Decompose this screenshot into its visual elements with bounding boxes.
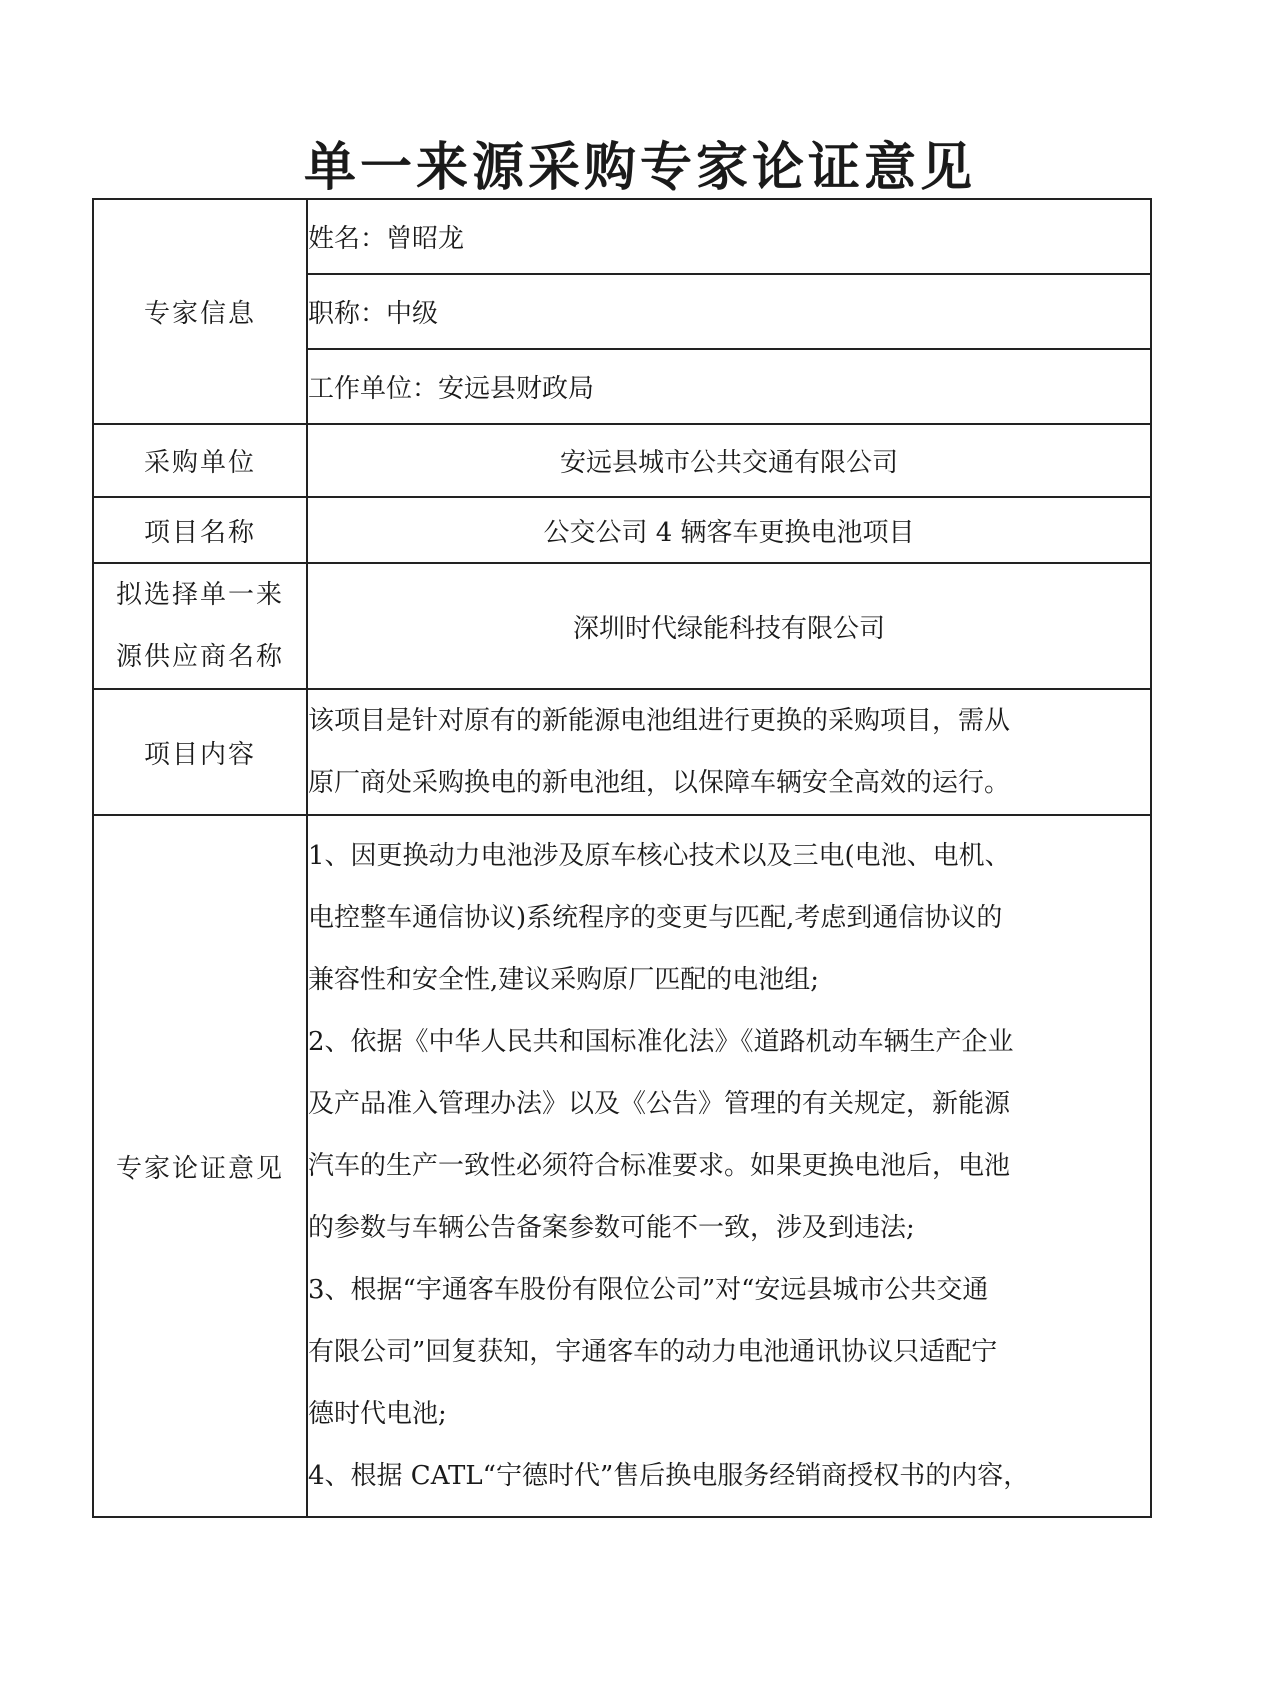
label-supplier-line-1: 拟选择单一来 — [115, 580, 284, 610]
expert-name: 姓名：曾昭龙 — [308, 224, 465, 254]
project-name-value: 公交公司 4 辆客车更换电池项目 — [543, 517, 915, 548]
supplier-cell — [307, 563, 1151, 689]
expert-name-cell — [307, 199, 1151, 274]
label-expert-info — [93, 199, 307, 424]
opinion-line: 汽车的生产一致性必须符合标准要求。如果更换电池后，电池 — [308, 1151, 1011, 1181]
opinion-line: 兼容性和安全性,建议采购原厂匹配的电池组; — [308, 965, 820, 995]
label-project-name — [93, 497, 307, 563]
expert-rank-cell — [307, 274, 1151, 349]
opinion-line: 3、根据“宇通客车股份有限位公司”对“安远县城市公共交通 — [308, 1275, 989, 1305]
supplier-value: 深圳时代绿能科技有限公司 — [572, 613, 885, 644]
opinion-line: 及产品准入管理办法》以及《公告》管理的有关规定，新能源 — [308, 1089, 1011, 1119]
opinion-line: 的参数与车辆公告备案参数可能不一致，涉及到违法; — [308, 1213, 915, 1243]
label-expert-opinion — [93, 815, 307, 1517]
row-expert-name — [93, 199, 1151, 274]
expert-unit-cell — [307, 349, 1151, 424]
label-expert-info-text: 专家信息 — [143, 299, 256, 329]
label-purchaser-text: 采购单位 — [143, 448, 256, 478]
row-project-name — [93, 497, 1151, 563]
label-supplier-line-2: 源供应商名称 — [115, 642, 284, 672]
row-purchaser — [93, 424, 1151, 497]
label-project-content-text: 项目内容 — [143, 739, 256, 770]
label-project-content — [93, 689, 307, 815]
expert-unit: 工作单位：安远县财政局 — [308, 374, 595, 404]
expert-rank: 职称：中级 — [308, 299, 439, 329]
row-expert-opinion — [93, 815, 1151, 1517]
label-purchaser — [93, 424, 307, 497]
document-title: 单一来源采购专家论证意见 — [303, 138, 976, 198]
opinion-line: 2、依据《中华人民共和国标准化法》《道路机动车辆生产企业 — [308, 1027, 1014, 1057]
expert-opinion-form — [92, 198, 1152, 1518]
purchaser-value: 安远县城市公共交通有限公司 — [559, 448, 898, 478]
project-content-line: 该项目是针对原有的新能源电池组进行更换的采购项目，需从 — [308, 706, 1011, 736]
label-expert-opinion-text: 专家论证意见 — [115, 1153, 284, 1184]
opinion-line: 电控整车通信协议)系统程序的变更与匹配,考虑到通信协议的 — [308, 903, 1003, 933]
row-project-content — [93, 689, 1151, 815]
opinion-line: 4、根据 CATL“宁德时代”售后换电服务经销商授权书的内容， — [308, 1461, 1030, 1491]
purchaser-cell — [307, 424, 1151, 497]
row-supplier — [93, 563, 1151, 689]
project-name-cell — [307, 497, 1151, 563]
project-content-cell — [307, 689, 1151, 815]
expert-opinion-cell — [307, 815, 1151, 1517]
opinion-line: 德时代电池; — [308, 1399, 447, 1429]
opinion-line: 有限公司”回复获知，宇通客车的动力电池通讯协议只适配宁 — [308, 1337, 998, 1367]
project-content-line: 原厂商处采购换电的新电池组，以保障车辆安全高效的运行。 — [308, 768, 1011, 798]
label-project-name-text: 项目名称 — [143, 517, 256, 548]
label-supplier — [93, 563, 307, 689]
opinion-line: 1、因更换动力电池涉及原车核心技术以及三电(电池、电机、 — [308, 841, 1011, 871]
